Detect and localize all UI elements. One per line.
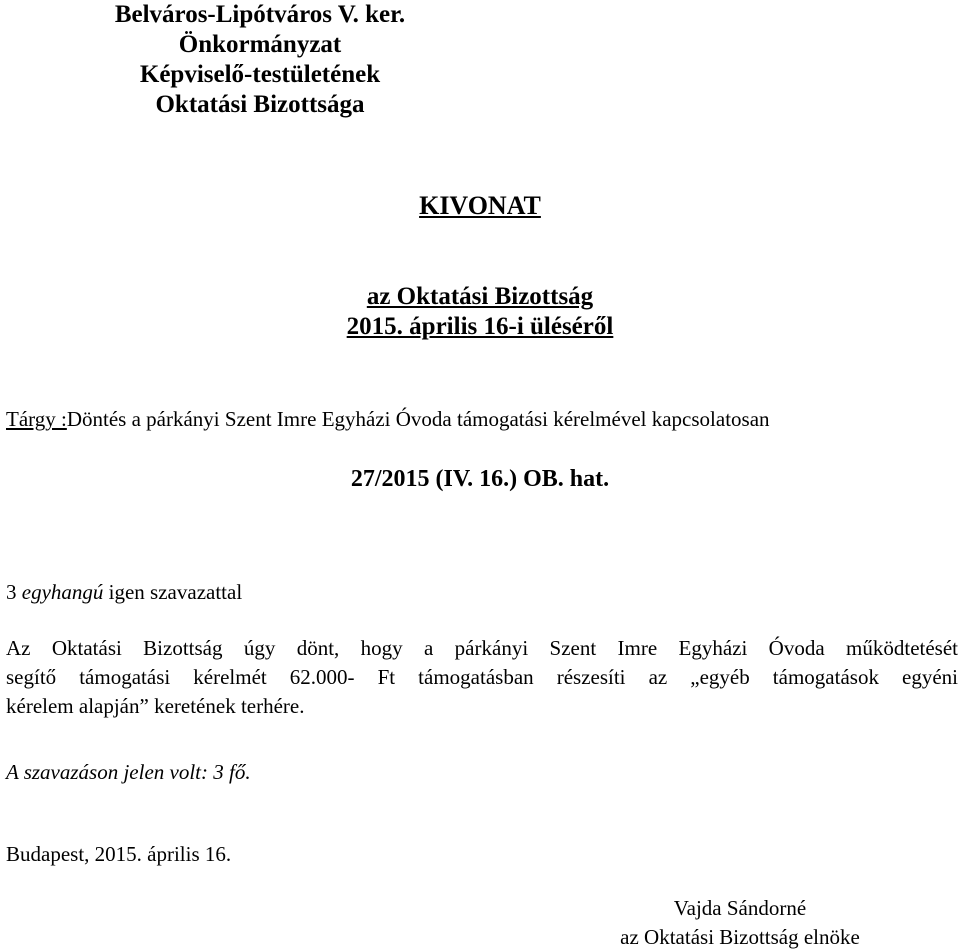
issuer-line-1: Belváros-Lipótváros V. ker. — [114, 1, 406, 28]
attendance-note: A szavazáson jelen volt: 3 fő. — [6, 760, 251, 784]
signatory-name: Vajda Sándorné — [673, 896, 807, 920]
issuer-header — [0, 0, 520, 120]
decision-text — [6, 634, 958, 721]
place-date: Budapest, 2015. április 16. — [6, 842, 232, 866]
decision-line-3: kérelem alapján” keretének terhére. — [6, 694, 305, 718]
signature-block — [560, 894, 920, 952]
vote-unanimous: egyhangú — [21, 580, 104, 604]
issuer-line-2: Önkormányzat — [178, 31, 342, 58]
subtitle-line-date: 2015. április 16-i üléséről — [346, 313, 614, 340]
issuer-line-4: Oktatási Bizottsága — [155, 91, 365, 118]
document-title: KIVONAT — [419, 191, 541, 220]
vote-rest: igen szavazattal — [108, 580, 243, 604]
signatory-role: az Oktatási Bizottság elnöke — [620, 925, 860, 949]
issuer-line-3: Képviselő-testületének — [139, 61, 381, 88]
subject-line — [6, 405, 770, 433]
resolution-number: 27/2015 (IV. 16.) OB. hat. — [350, 466, 610, 492]
subtitle-line-committee: az Oktatási Bizottság — [366, 283, 594, 310]
subject-text: Döntés a párkányi Szent Imre Egyházi Óvoda támogatási kérelmével kapcsolatosan — [66, 407, 770, 431]
vote-count: 3 — [6, 580, 17, 604]
meeting-subtitle — [0, 282, 960, 342]
decision-line-1: Az Oktatási Bizottság úgy dönt, hogy a párkányi Szent Imre Egyházi Óvoda működtetését — [6, 636, 958, 660]
vote-line — [6, 578, 242, 606]
subject-label: Tárgy : — [6, 407, 67, 431]
decision-line-2: segítő támogatási kérelmét 62.000- Ft támogatásban részesíti az „egyéb támogatások egyéni — [6, 665, 958, 689]
